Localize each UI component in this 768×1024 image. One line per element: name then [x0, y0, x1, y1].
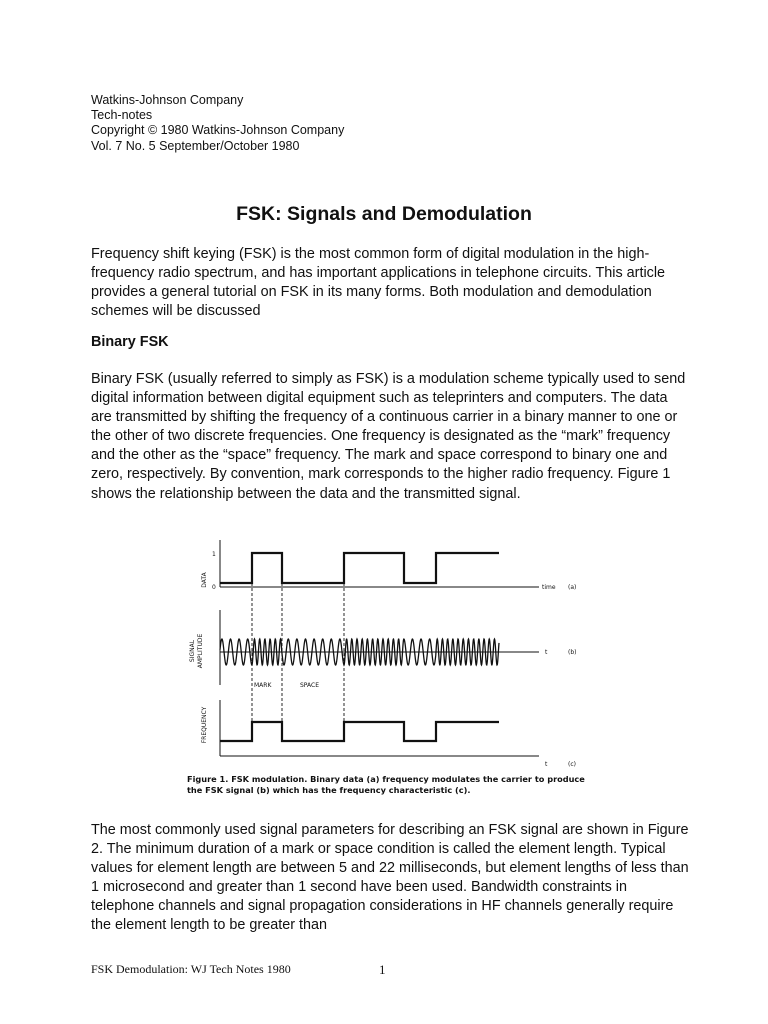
data-axis-label: DATA — [201, 572, 208, 588]
panel-b-label: (b) — [568, 649, 577, 656]
signal-axis-label-1: SIGNAL — [189, 639, 196, 663]
mark-label: MARK — [254, 682, 272, 689]
fsk-figure-drawing — [181, 530, 587, 774]
frequency-waveform — [220, 722, 499, 741]
caption-line-1: Figure 1. FSK modulation. Binary data (a) frequency modulates the carrier to produce — [187, 774, 585, 784]
section-heading: Binary FSK — [91, 334, 169, 350]
page-number: 1 — [379, 962, 386, 977]
company-name: Watkins-Johnson Company — [91, 93, 244, 107]
caption-line-2: the FSK signal (b) which has the frequency characteristic (c). — [187, 785, 471, 795]
frequency-axis-label: FREQUENCY — [201, 706, 208, 744]
page-title: FSK: Signals and Demodulation — [236, 203, 532, 225]
data-waveform — [220, 553, 499, 583]
figure2-paragraph: The most commonly used signal parameters for describing an FSK signal are shown in Figure 2. The minimum duration of a mark or space condition is called the element length. Typical values for element length are between 5 and 22 milliseconds, but element lengths of less than 1 microsecond and greater than 1 second have been used. Bandwidth constraints in telephone channels and signal propagation considerations in HF channels generally require the element length to be greater than — [91, 822, 689, 934]
signal-axis-label-2: AMPLITUDE — [197, 633, 204, 669]
document-header — [91, 93, 344, 154]
copyright-line: Copyright © 1980 Watkins-Johnson Company — [91, 123, 345, 138]
volume-line: Vol. 7 No. 5 September/October 1980 — [91, 138, 300, 153]
panel-c-label: (c) — [568, 761, 576, 768]
footer-text: FSK Demodulation: WJ Tech Notes 1980 — [91, 962, 291, 976]
intro-paragraph: Frequency shift keying (FSK) is the most common form of digital modulation in the high-frequency radio spectrum, and has important applications in telephone circuits. This article provides a general tutorial on FSK in its many forms. Both modulation and demodulation schemes will be discussed — [91, 246, 666, 320]
tick-one-label: 1 — [212, 551, 216, 558]
t-axis-label-c: t — [545, 761, 548, 768]
panel-a-label: (a) — [568, 584, 577, 591]
time-axis-label: time — [542, 584, 556, 591]
figure-1 — [181, 530, 587, 800]
series-name: Tech-notes — [91, 108, 153, 123]
binary-fsk-paragraph: Binary FSK (usually referred to simply as FSK) is a modulation scheme typically used to send digital information between digital equipment such as teleprinters and computers. The data are transmitted by shifting the frequency of a continuous carrier in a binary manner to one or the other of two discrete frequencies. One frequency is designated as the “mark” frequency and the other as the “space” frequency. The mark and space correspond to binary one and zero, respectively. By convention, mark corresponds to the higher radio frequency. Figure 1 shows the relationship between the data and the transmitted signal. — [91, 371, 686, 502]
figure-caption — [187, 774, 585, 796]
space-label: SPACE — [300, 682, 320, 689]
t-axis-label-b: t — [545, 649, 548, 656]
tick-zero-label: 0 — [212, 584, 216, 591]
